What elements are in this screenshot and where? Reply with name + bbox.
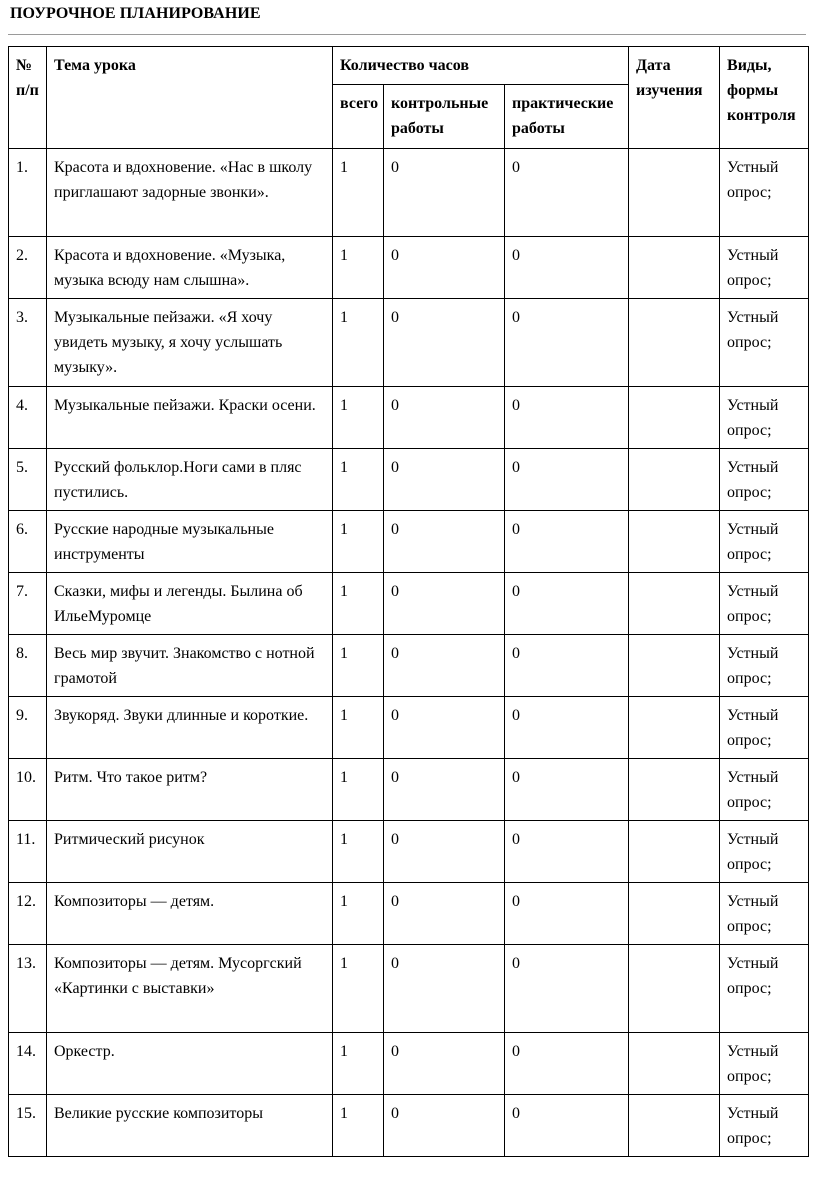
cell-hours-total: 1 — [333, 149, 384, 237]
cell-study-date — [629, 1033, 720, 1095]
cell-hours-practical: 0 — [505, 299, 629, 387]
cell-hours-practical: 0 — [505, 945, 629, 1033]
cell-hours-total: 1 — [333, 449, 384, 511]
cell-number: 6. — [9, 511, 47, 573]
table-row — [9, 1095, 809, 1157]
cell-topic: Ритмический рисунок — [47, 821, 333, 883]
table-row — [9, 883, 809, 945]
cell-number: 13. — [9, 945, 47, 1033]
table-row — [9, 759, 809, 821]
cell-hours-total: 1 — [333, 821, 384, 883]
cell-topic: Музыкальные пейзажи. Краски осени. — [47, 387, 333, 449]
table-row — [9, 299, 809, 387]
lesson-plan-table — [8, 46, 809, 1157]
cell-hours-control: 0 — [384, 635, 505, 697]
cell-hours-control: 0 — [384, 149, 505, 237]
cell-hours-control: 0 — [384, 697, 505, 759]
cell-hours-total: 1 — [333, 635, 384, 697]
cell-topic: Сказки, мифы и легенды. Былина об ИльеМуромце — [47, 573, 333, 635]
document-title: ПОУРОЧНОЕ ПЛАНИРОВАНИЕ — [10, 5, 261, 22]
cell-hours-practical: 0 — [505, 883, 629, 945]
cell-control-form: Устный опрос; — [720, 511, 809, 573]
table-row — [9, 635, 809, 697]
header-study-date: Дата изучения — [629, 47, 720, 149]
cell-hours-total: 1 — [333, 511, 384, 573]
cell-hours-total: 1 — [333, 1033, 384, 1095]
cell-hours-total: 1 — [333, 573, 384, 635]
cell-control-form: Устный опрос; — [720, 883, 809, 945]
cell-study-date — [629, 883, 720, 945]
cell-hours-total: 1 — [333, 759, 384, 821]
header-hours-group: Количество часов — [333, 47, 629, 85]
cell-number: 11. — [9, 821, 47, 883]
cell-hours-practical: 0 — [505, 511, 629, 573]
cell-hours-practical: 0 — [505, 759, 629, 821]
cell-control-form: Устный опрос; — [720, 1095, 809, 1157]
cell-topic: Русский фольклор.Ноги сами в пляс пустились. — [47, 449, 333, 511]
cell-hours-control: 0 — [384, 759, 505, 821]
table-row — [9, 573, 809, 635]
cell-topic: Красота и вдохновение. «Нас в школу приглашают задорные звонки». — [47, 149, 333, 237]
cell-hours-total: 1 — [333, 1095, 384, 1157]
cell-hours-practical: 0 — [505, 635, 629, 697]
table-row — [9, 1033, 809, 1095]
cell-hours-total: 1 — [333, 697, 384, 759]
cell-hours-total: 1 — [333, 387, 384, 449]
cell-number: 2. — [9, 237, 47, 299]
cell-hours-control: 0 — [384, 449, 505, 511]
cell-hours-control: 0 — [384, 945, 505, 1033]
cell-hours-practical: 0 — [505, 387, 629, 449]
cell-number: 15. — [9, 1095, 47, 1157]
cell-hours-total: 1 — [333, 945, 384, 1033]
cell-hours-total: 1 — [333, 883, 384, 945]
cell-number: 1. — [9, 149, 47, 237]
table-row — [9, 449, 809, 511]
cell-number: 3. — [9, 299, 47, 387]
header-topic: Тема урока — [47, 47, 333, 149]
cell-hours-practical: 0 — [505, 821, 629, 883]
cell-study-date — [629, 821, 720, 883]
cell-hours-control: 0 — [384, 237, 505, 299]
cell-number: 14. — [9, 1033, 47, 1095]
cell-control-form: Устный опрос; — [720, 635, 809, 697]
table-row — [9, 821, 809, 883]
cell-control-form: Устный опрос; — [720, 1033, 809, 1095]
cell-control-form: Устный опрос; — [720, 821, 809, 883]
table-header — [9, 47, 809, 149]
table-row — [9, 387, 809, 449]
cell-control-form: Устный опрос; — [720, 759, 809, 821]
cell-hours-control: 0 — [384, 573, 505, 635]
cell-number: 4. — [9, 387, 47, 449]
cell-control-form: Устный опрос; — [720, 945, 809, 1033]
cell-hours-control: 0 — [384, 1095, 505, 1157]
cell-hours-practical: 0 — [505, 573, 629, 635]
cell-study-date — [629, 449, 720, 511]
cell-study-date — [629, 697, 720, 759]
cell-hours-total: 1 — [333, 299, 384, 387]
cell-hours-control: 0 — [384, 387, 505, 449]
header-number: № п/п — [9, 47, 47, 149]
table-row — [9, 237, 809, 299]
cell-control-form: Устный опрос; — [720, 387, 809, 449]
cell-topic: Весь мир звучит. Знакомство с нотной грамотой — [47, 635, 333, 697]
cell-hours-control: 0 — [384, 299, 505, 387]
cell-hours-practical: 0 — [505, 237, 629, 299]
table-row — [9, 149, 809, 237]
header-hours-control: контрольные работы — [384, 85, 505, 149]
cell-control-form: Устный опрос; — [720, 149, 809, 237]
cell-hours-control: 0 — [384, 511, 505, 573]
cell-topic: Звукоряд. Звуки длинные и короткие. — [47, 697, 333, 759]
cell-control-form: Устный опрос; — [720, 697, 809, 759]
cell-number: 10. — [9, 759, 47, 821]
table-row — [9, 697, 809, 759]
cell-hours-practical: 0 — [505, 449, 629, 511]
table-body — [9, 149, 809, 1157]
cell-topic: Оркестр. — [47, 1033, 333, 1095]
cell-study-date — [629, 511, 720, 573]
cell-topic: Русские народные музыкальные инструменты — [47, 511, 333, 573]
cell-topic: Красота и вдохновение. «Музыка, музыка всюду нам слышна». — [47, 237, 333, 299]
header-hours-total: всего — [333, 85, 384, 149]
cell-hours-practical: 0 — [505, 1095, 629, 1157]
cell-study-date — [629, 635, 720, 697]
cell-study-date — [629, 149, 720, 237]
header-control-forms: Виды, формы контроля — [720, 47, 809, 149]
cell-control-form: Устный опрос; — [720, 573, 809, 635]
table-row — [9, 945, 809, 1033]
cell-topic: Композиторы — детям. — [47, 883, 333, 945]
cell-study-date — [629, 1095, 720, 1157]
cell-hours-practical: 0 — [505, 697, 629, 759]
cell-study-date — [629, 387, 720, 449]
cell-control-form: Устный опрос; — [720, 449, 809, 511]
cell-topic: Композиторы — детям. Мусоргский «Картинки с выставки» — [47, 945, 333, 1033]
cell-hours-control: 0 — [384, 1033, 505, 1095]
cell-study-date — [629, 237, 720, 299]
cell-hours-control: 0 — [384, 883, 505, 945]
cell-study-date — [629, 759, 720, 821]
cell-study-date — [629, 299, 720, 387]
cell-topic: Ритм. Что такое ритм? — [47, 759, 333, 821]
cell-study-date — [629, 945, 720, 1033]
cell-hours-total: 1 — [333, 237, 384, 299]
cell-topic: Великие русские композиторы — [47, 1095, 333, 1157]
cell-number: 8. — [9, 635, 47, 697]
cell-hours-practical: 0 — [505, 149, 629, 237]
cell-hours-practical: 0 — [505, 1033, 629, 1095]
cell-number: 12. — [9, 883, 47, 945]
cell-topic: Музыкальные пейзажи. «Я хочу увидеть музыку, я хочу услышать музыку». — [47, 299, 333, 387]
cell-number: 7. — [9, 573, 47, 635]
header-hours-practical: практические работы — [505, 85, 629, 149]
cell-study-date — [629, 573, 720, 635]
cell-control-form: Устный опрос; — [720, 299, 809, 387]
cell-control-form: Устный опрос; — [720, 237, 809, 299]
cell-hours-control: 0 — [384, 821, 505, 883]
cell-number: 9. — [9, 697, 47, 759]
title-divider — [8, 34, 806, 35]
table-row — [9, 511, 809, 573]
cell-number: 5. — [9, 449, 47, 511]
